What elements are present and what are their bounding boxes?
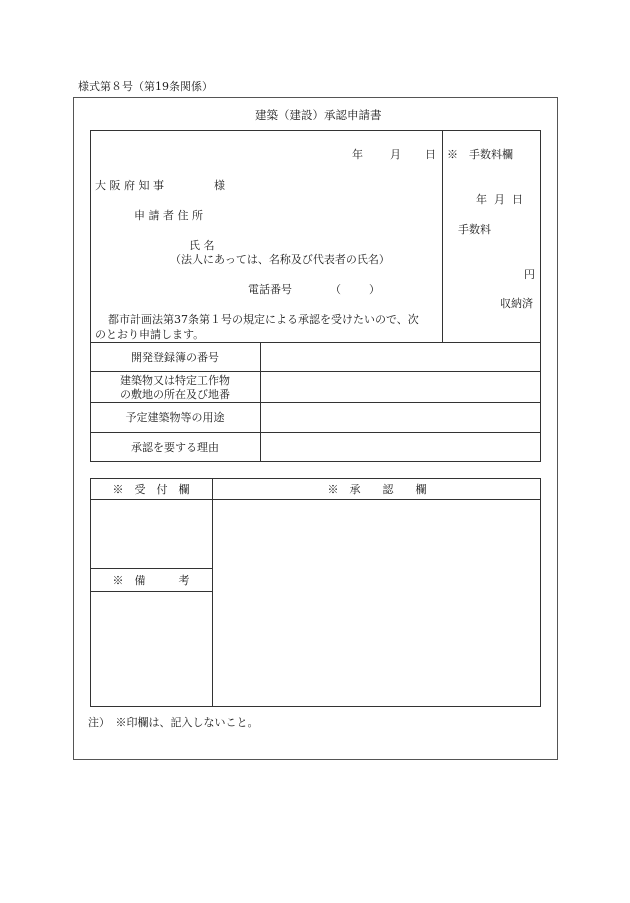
fee-date: 年 月 日 bbox=[476, 193, 523, 206]
remarks-top-line bbox=[90, 568, 212, 569]
office-divider bbox=[212, 478, 213, 707]
row-label-location-line2: の敷地の所在及び地番 bbox=[120, 388, 230, 401]
office-table bbox=[90, 478, 541, 707]
office-header-line bbox=[90, 499, 541, 500]
honorific: 様 bbox=[214, 179, 225, 192]
addressee: 大 阪 府 知 事 bbox=[95, 179, 164, 192]
row-label-registry-number: 開発登録簿の番号 bbox=[131, 351, 219, 364]
fee-label: 手数料 bbox=[458, 223, 491, 236]
statement-line-2: のとおり申請します。 bbox=[95, 328, 205, 341]
row-label-location-line1: 建築物又は特定工作物 bbox=[120, 374, 230, 387]
location-field[interactable] bbox=[261, 372, 540, 402]
row-label-intended-use: 予定建築物等の用途 bbox=[125, 411, 225, 424]
fee-divider bbox=[442, 130, 443, 343]
date-month: 月 bbox=[390, 148, 401, 161]
statement-line-1: 都市計画法第37条第１号の規定による承認を受けたいので、次 bbox=[108, 313, 419, 326]
approval-header: ※ 承 認 欄 bbox=[327, 483, 427, 496]
row-label-reason: 承認を要する理由 bbox=[131, 441, 219, 454]
reason-field[interactable] bbox=[261, 433, 540, 461]
fee-paid: 収納済 bbox=[500, 297, 533, 310]
remarks-header: ※ 備 考 bbox=[112, 574, 190, 587]
applicant-address-label: 申 請 者 住 所 bbox=[134, 209, 203, 222]
phone-label: 電話番号 bbox=[248, 283, 292, 296]
date-year: 年 bbox=[352, 148, 363, 161]
footnote: 注） ※印欄は、記入しないこと。 bbox=[88, 716, 259, 729]
page-title: 建築（建設）承認申請書 bbox=[255, 108, 382, 122]
intended-use-field[interactable] bbox=[261, 403, 540, 432]
fee-yen: 円 bbox=[524, 268, 535, 281]
phone-paren: （ ） bbox=[330, 283, 380, 296]
applicant-name-note: （法人にあっては、名称及び代表者の氏名） bbox=[170, 253, 390, 266]
applicant-name-label: 氏 名 bbox=[189, 239, 215, 252]
date-day: 日 bbox=[425, 148, 436, 161]
registry-number-field[interactable] bbox=[261, 343, 540, 371]
fee-header: ※ 手数料欄 bbox=[447, 148, 513, 161]
remarks-header-line bbox=[90, 591, 212, 592]
form-number: 様式第８号（第19条関係） bbox=[78, 80, 213, 93]
reception-header: ※ 受 付 欄 bbox=[112, 483, 190, 496]
